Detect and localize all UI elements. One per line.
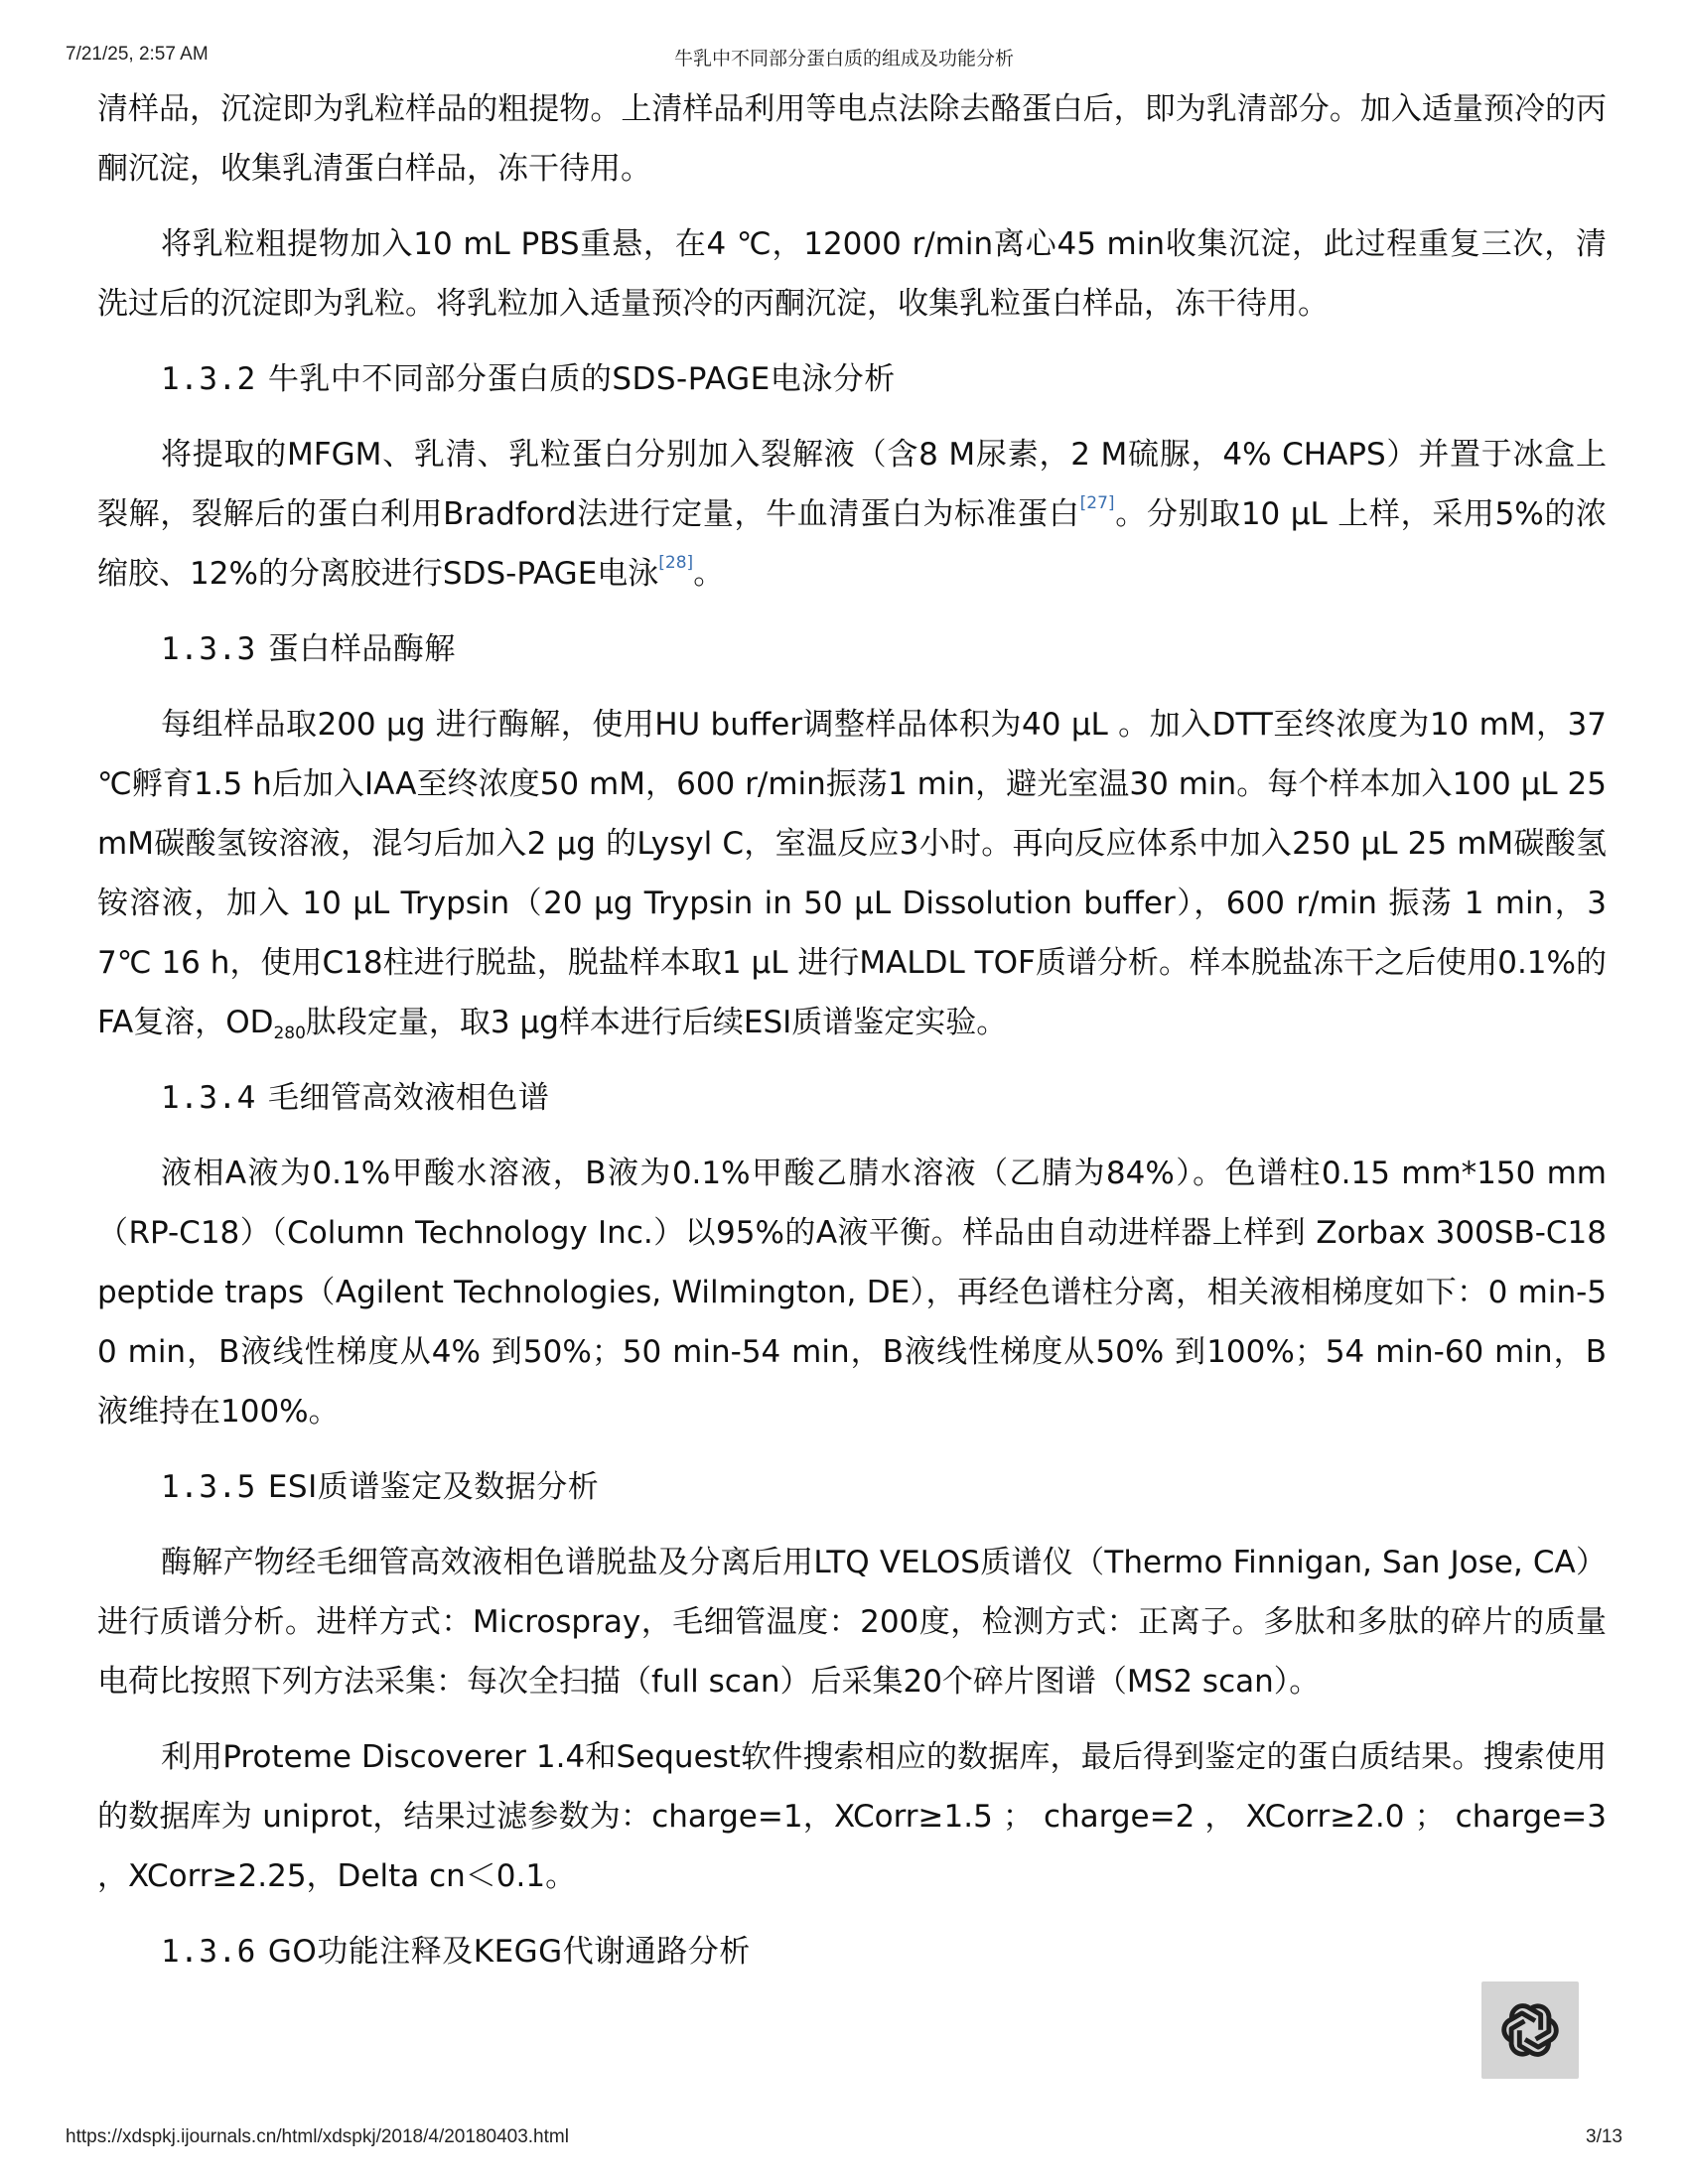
section-heading-1-3-5 xyxy=(97,1457,1607,1517)
section-title: 毛细管高效液相色谱 xyxy=(267,1080,550,1116)
section-heading-1-3-4 xyxy=(97,1068,1607,1128)
section-title: 牛乳中不同部分蛋白质的SDS-PAGE电泳分析 xyxy=(267,361,896,397)
sds-text-3: 。 xyxy=(693,556,725,592)
document-title: 牛乳中不同部分蛋白质的组成及功能分析 xyxy=(673,49,1014,69)
section-number: 1.3.6 xyxy=(161,1934,256,1970)
paragraph-sds-page xyxy=(97,425,1607,604)
paragraph-continued: 清样品，沉淀即为乳粒样品的粗提物。上清样品利用等电点法除去酪蛋白后，即为乳清部分。加入适量预冷的丙酮沉淀，收集乳清蛋白样品，冻干待用。 xyxy=(97,91,1607,187)
page-url: https://xdspkj.ijournals.cn/html/xdspkj/2018/4/20180403.html xyxy=(66,2126,569,2147)
paragraph-hplc: 液相A液为0.1%甲酸水溶液，B液为0.1%甲酸乙腈水溶液（乙腈为84%）。色谱柱0.15 mm*150 mm（RP-C18）（Column Technology Inc.）以95%的A液平衡。样品由自动进样器上样到 Zorbax 300SB-C18 peptide traps（Agilent Technologies, Wilmington, DE），再经色谱柱分离，相关液相梯度如下：0 min-50 min，B液线性梯度从4% 到50%；50 min-54 min，B液线性梯度从50% 到100%；54 min-60 min，B液维持在100%。 xyxy=(97,1156,1607,1430)
section-number: 1.3.3 xyxy=(161,631,256,667)
page-number: 3/13 xyxy=(1586,2126,1622,2147)
citation-link-27[interactable]: [27] xyxy=(1079,493,1115,513)
enzymolysis-text-2: 肽段定量，取3 μg样本进行后续ESI质谱鉴定实验。 xyxy=(305,1005,1008,1040)
section-heading-1-3-6 xyxy=(97,1922,1607,1981)
section-number: 1.3.4 xyxy=(161,1080,256,1116)
section-heading-1-3-2 xyxy=(97,349,1607,409)
print-datetime: 7/21/25, 2:57 AM xyxy=(66,44,209,65)
section-number: 1.3.5 xyxy=(161,1469,256,1505)
section-title: ESI质谱鉴定及数据分析 xyxy=(267,1469,600,1505)
od-subscript: 280 xyxy=(273,1024,306,1043)
section-heading-1-3-3 xyxy=(97,619,1607,679)
section-title: 蛋白样品酶解 xyxy=(267,631,456,667)
section-number: 1.3.2 xyxy=(161,361,256,397)
sds-text-1: 将提取的MFGM、乳清、乳粒蛋白分别加入裂解液（含8 M尿素，2 M硫脲，4% CHAPS）并置于冰盒上裂解，裂解后的蛋白利用Bradford法进行定量，牛血清蛋白为标准蛋白 xyxy=(97,437,1607,532)
print-footer xyxy=(66,2126,1622,2154)
section-title: GO功能注释及KEGG代谢通路分析 xyxy=(267,1934,751,1970)
paragraph-database-search: 利用Proteme Discoverer 1.4和Sequest软件搜索相应的数据库，最后得到鉴定的蛋白质结果。搜索使用的数据库为 uniprot，结果过滤参数为：charge=1，XCorr≥1.5 ； charge=2 ， XCorr≥2.0 ； charge=3 ，XCorr≥2.25，Delta cn＜0.1。 xyxy=(97,1739,1607,1894)
print-header xyxy=(66,44,1622,71)
paragraph-milk-granule-wash: 将乳粒粗提物加入10 mL PBS重悬，在4 ℃，12000 r/min离心45 min收集沉淀，此过程重复三次，清洗过后的沉淀即为乳粒。将乳粒加入适量预冷的丙酮沉淀，收集乳粒蛋白样品，冻干待用。 xyxy=(97,226,1607,322)
article-body xyxy=(97,79,1607,1997)
paragraph-esi-ms: 酶解产物经毛细管高效液相色谱脱盐及分离后用LTQ VELOS质谱仪（Thermo Finnigan, San Jose, CA）进行质谱分析。进样方式：Microspray，毛细管温度：200度，检测方式：正离子。多肽和多肽的碎片的质量电荷比按照下列方法采集：每次全扫描（full scan）后采集20个碎片图谱（MS2 scan）。 xyxy=(97,1545,1607,1700)
sds-text-2: 。分别取10 μL 上样，采用5%的浓缩胶、12%的分离胶进行SDS-PAGE电泳 xyxy=(97,496,1607,592)
citation-link-28[interactable]: [28] xyxy=(658,553,694,573)
paragraph-enzymolysis xyxy=(97,695,1607,1052)
openai-logo-icon xyxy=(1495,1995,1565,2065)
chatgpt-badge-button[interactable] xyxy=(1481,1981,1579,2079)
enzymolysis-text-1: 每组样品取200 μg 进行酶解，使用HU buffer调整样品体积为40 μL 。加入DTT至终浓度为10 mM，37 ℃孵育1.5 h后加入IAA至终浓度50 mM，600 r/min振荡1 min，避光室温30 min。每个样本加入100 μL 25 mM碳酸氢铵溶液，混匀后加入2 μg 的Lysyl C，室温反应3小时。再向反应体系中加入250 μL 25 mM碳酸氢铵溶液，加入 10 μL Trypsin（20 μg Trypsin in 50 μL Dissolution buffer），600 r/min 振荡 1 min，37℃ 16 h，使用C18柱进行脱盐，脱盐样本取1 μL 进行MALDL TOF质谱分析。样本脱盐冻干之后使用0.1%的FA复溶，OD xyxy=(97,707,1607,1040)
